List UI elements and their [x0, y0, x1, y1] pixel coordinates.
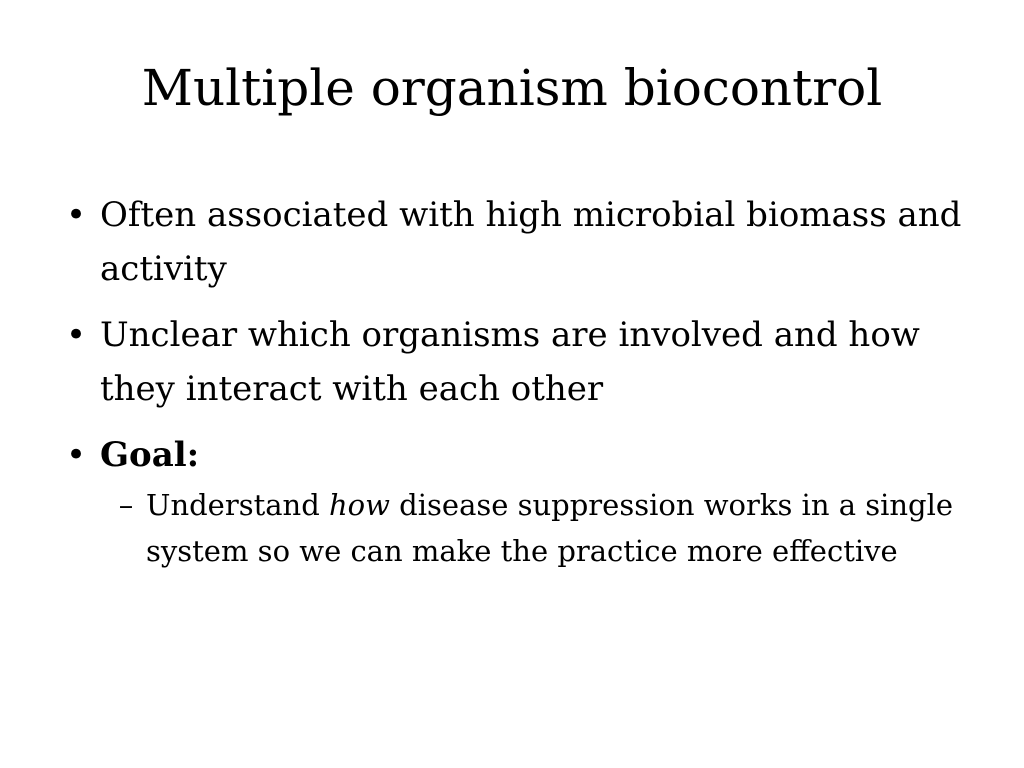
bullet-list	[62, 188, 962, 586]
slide-title: Multiple organism biocontrol	[141, 59, 883, 117]
bullet-marker: •	[66, 435, 87, 475]
sub-bullet-text-end: disease suppression works in a single system so we can make the practice more effective	[146, 488, 954, 568]
goal-label: Goal:	[100, 435, 200, 475]
sub-bullet-marker: –	[118, 488, 134, 522]
bullet-text: Often associated with high microbial biomass and activity	[100, 195, 962, 289]
sub-bullet-item	[62, 482, 1006, 574]
bullet-item	[62, 188, 962, 296]
bullet-marker: •	[66, 315, 87, 355]
sub-bullet-text-start: Understand	[146, 488, 329, 522]
sub-bullet-emphasis: how	[329, 488, 390, 522]
sub-bullet-list	[100, 482, 962, 574]
bullet-item	[62, 308, 962, 416]
bullet-text: Unclear which organisms are involved and how they interact with each other	[100, 315, 920, 409]
bullet-item-goal	[62, 428, 962, 574]
bullet-marker: •	[66, 195, 87, 235]
